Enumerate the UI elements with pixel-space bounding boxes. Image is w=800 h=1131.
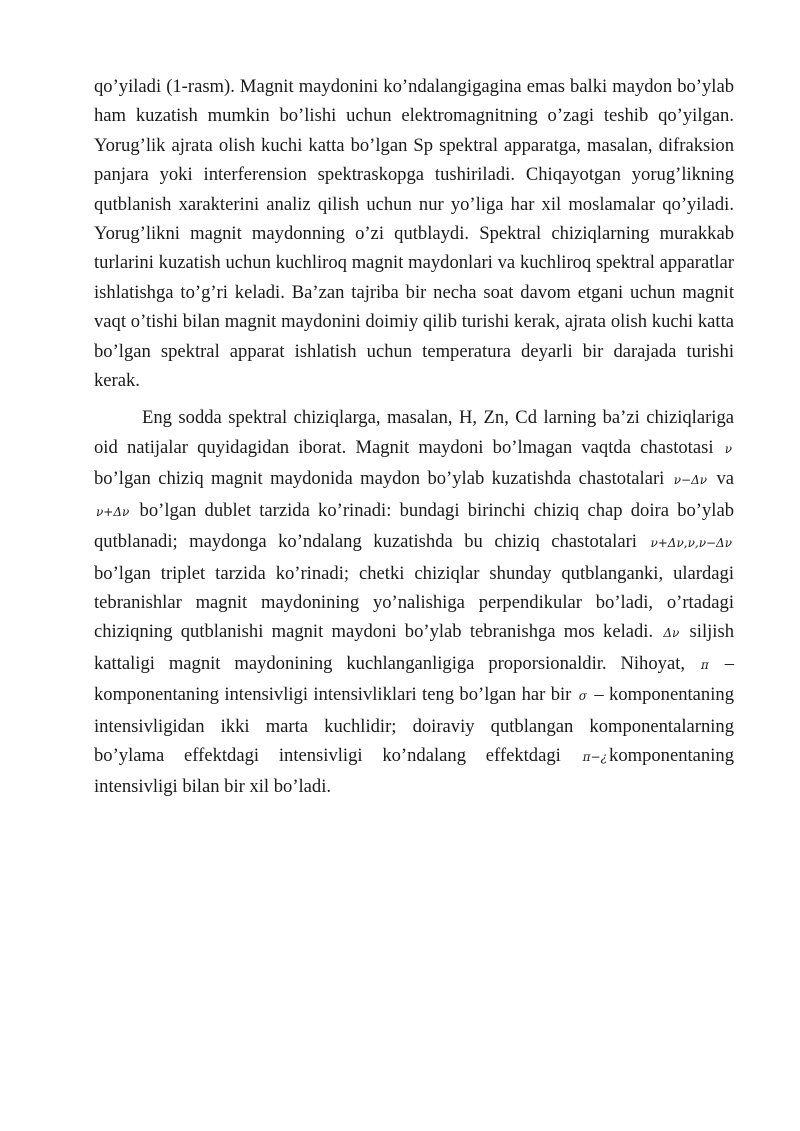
paragraph-2: [94, 403, 734, 801]
text-run: bo’lgan dublet tarzida ko’rinadi: bundagi birinchi chiziq chap doira bo’ylab qutblanadi; maydonga ko’ndalang kuzatishda bu chiziq chastotalari: [94, 499, 734, 553]
text-run: va: [709, 468, 734, 490]
paragraph-1: [94, 72, 734, 395]
text-run: qo’yiladi (1-rasm). Magnit maydonini ko’ndalangigagina emas balki maydon bo’ylab ham kuzatish mumkin bo’lishi uchun elektromagnitning o’zagi teshib qo’yilgan. Yorug’lik ajrata olish kuchi katta bo’lgan Sp spektral apparatga, masalan, difraksion panjara yoki interferension spektraskopga tushiriladi. Chiqayotgan yorug’likning qutblanish xarakterini analiz qilish uchun nur yo’liga har xil moslamalar qo’yiladi. Yorug’likni magnit maydonning o’zi qutblaydi. Spektral chiziqlarning murakkab turlarini kuzatish uchun kuchliroq magnit maydonlari va kuchliroq spektral apparatlar ishlatishga to’g’ri keladi. Ba’zan tajriba bir necha soat davom etgani uchun magnit vaqt o’tishi bilan magnit maydonini doimiy qilib turishi kerak, ajrata olish kuchi katta bo’lgan spektral apparat ishlatish uchun temperatura deyarli bir darajada turishi kerak.: [94, 76, 734, 392]
text-run: bo’lgan triplet tarzida ko’rinadi; chetki chiziqlar shunday qutblanganki, ulardagi tebranishlar magnit maydonining yo’nalishiga perpendikular bo’ladi, o’rtadagi chiziqning qutblanishi magnit maydoni bo’ylab tebranishga mos keladi.: [94, 562, 734, 643]
text-run: Eng sodda spektral chiziqlarga, masalan, H, Zn, Cd larning ba’zi chiziqlariga oid natijalar quyidagidan iborat. Magnit maydoni bo’lmagan vaqtda chastotasi: [94, 407, 734, 458]
text-run: – komponentaning intensivligi intensivliklari teng bo’lgan har bir: [94, 652, 735, 706]
text-run: siljish kattaligi magnit maydonining kuchlanganligiga proporsionaldir. Nihoyat,: [94, 621, 734, 674]
math-symbol: π−¿: [582, 749, 608, 764]
math-symbol: σ: [578, 689, 587, 704]
math-symbol: ν−Δν: [673, 473, 708, 488]
text-run: komponentaning intensivligi bilan bir xil bo’ladi.: [94, 744, 734, 798]
text-run: – komponentaning intensivligidan ikki marta kuchlidir; doiraviy qutblangan komponentalarning bo’ylama effektdagi intensivligi ko’ndalang effektdagi: [94, 684, 734, 766]
math-symbol: ν+Δν: [96, 504, 130, 519]
math-symbol: Δν: [663, 626, 680, 641]
document-page: [94, 72, 734, 802]
math-symbol: ν+Δν,ν,ν−Δν: [650, 536, 732, 551]
math-symbol: π: [700, 657, 709, 672]
math-symbol: ν: [724, 441, 732, 456]
text-run: bo’lgan chiziq magnit maydonida maydon bo’ylab kuzatishda chastotalari: [94, 468, 672, 490]
